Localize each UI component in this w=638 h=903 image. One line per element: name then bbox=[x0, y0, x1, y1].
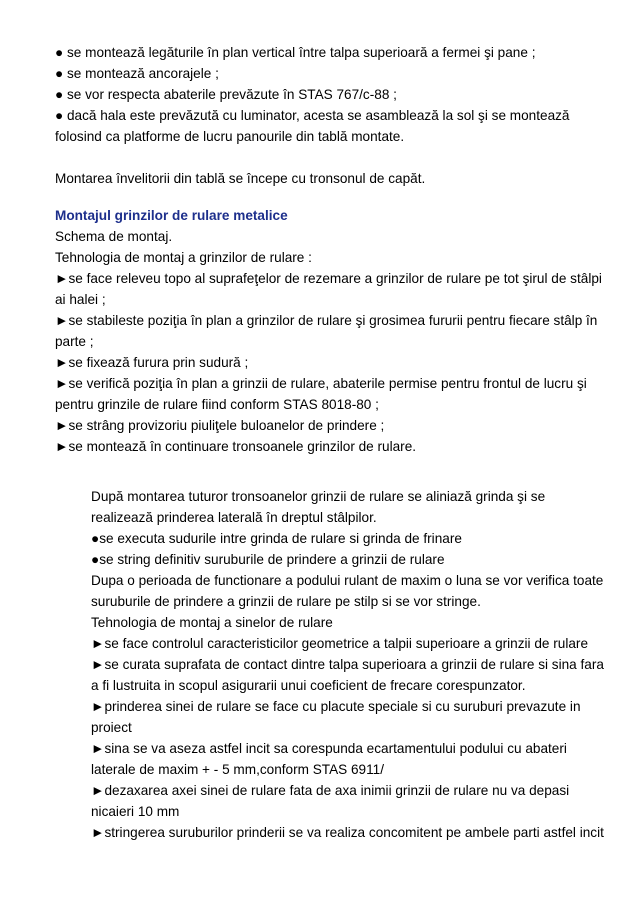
text-line: realizează prinderea laterală în dreptul stâlpilor. bbox=[91, 510, 377, 525]
text-line: ►prinderea sinei de rulare se face cu placute speciale si cu suruburi prevazute in bbox=[91, 699, 581, 714]
text-line: nicaieri 10 mm bbox=[91, 804, 180, 819]
text-line: pentru grinzile de rulare fiind conform STAS 8018-80 ; bbox=[55, 397, 379, 412]
text-line: Dupa o perioada de functionare a podului rulant de maxim o luna se vor verifica toate bbox=[91, 573, 604, 588]
text-line: a fi lustruita in scopul asigurarii unui coeficient de frecare corespunzator. bbox=[91, 678, 526, 693]
text-line: ►se strâng provizoriu piuliţele buloanelor de prindere ; bbox=[55, 418, 385, 433]
text-line: ● se montează ancorajele ; bbox=[55, 66, 219, 81]
text-line: ►se face releveu topo al suprafeţelor de rezemare a grinzilor de rulare pe tot şirul de stâlpi bbox=[55, 271, 602, 286]
text-line: Schema de montaj. bbox=[55, 229, 173, 244]
text-line: ►se fixează furura prin sudură ; bbox=[55, 355, 249, 370]
text-line: După montarea tuturor tronsoanelor grinzii de rulare se aliniază grinda şi se bbox=[91, 489, 546, 504]
text-line: ►dezaxarea axei sinei de rulare fata de axa inimii grinzii de rulare nu va depasi bbox=[91, 783, 570, 798]
text-line: parte ; bbox=[55, 334, 94, 349]
rail-mounting-section bbox=[91, 486, 604, 843]
text-line: Tehnologia de montaj a sinelor de rulare bbox=[91, 615, 333, 630]
text-line: suruburile de prindere a grinzii de rulare pe stilp si se vor stringe. bbox=[91, 594, 481, 609]
text-line: ►sina se va aseza astfel incit sa corespunda ecartamentului podului cu abateri bbox=[91, 741, 567, 756]
text-line: ● dacă hala este prevăzută cu luminator, acesta se asamblează la sol şi se montează bbox=[55, 108, 570, 123]
text-line: ●se executa sudurile intre grinda de rulare si grinda de frinare bbox=[91, 531, 462, 546]
text-line: ►se curata suprafata de contact dintre talpa superioara a grinzii de rulare si sina fara bbox=[91, 657, 604, 672]
text-line: laterale de maxim + - 5 mm,conform STAS 6911/ bbox=[91, 762, 385, 777]
text-line: ai halei ; bbox=[55, 292, 106, 307]
text-line: Montarea învelitorii din tablă se începe cu tronsonul de capăt. bbox=[55, 171, 426, 186]
text-line: proiect bbox=[91, 720, 132, 735]
text-line: ● se montează legăturile în plan vertical între talpa superioară a fermei şi pane ; bbox=[55, 45, 536, 60]
text-line: folosind ca platforme de lucru panourile din tablă montate. bbox=[55, 129, 405, 144]
text-line: ●se string definitiv suruburile de prindere a grinzii de rulare bbox=[91, 552, 445, 567]
text-line: ►se stabileste poziţia în plan a grinzilor de rulare şi grosimea fururii pentru fiecare stâlp în bbox=[55, 313, 598, 328]
text-line: ►stringerea suruburilor prinderii se va realiza concomitent pe ambele parti astfel incit bbox=[91, 825, 604, 840]
text-line: ● se vor respecta abaterile prevăzute în STAS 767/c-88 ; bbox=[55, 87, 397, 102]
crane-girder-section bbox=[55, 205, 602, 457]
text-line: ►se face controlul caracteristicilor geometrice a talpii superioare a grinzii de rulare bbox=[91, 636, 589, 651]
text-line: ►se montează în continuare tronsoanele grinzilor de rulare. bbox=[55, 439, 417, 454]
text-line: ►se verifică poziţia în plan a grinzii de rulare, abaterile permise pentru frontul de lucru şi bbox=[55, 376, 587, 391]
text-line: Tehnologia de montaj a grinzilor de rulare : bbox=[55, 250, 312, 265]
bullet-list-roof-bracing bbox=[55, 42, 595, 147]
section-heading: Montajul grinzilor de rulare metalice bbox=[55, 208, 288, 223]
roof-paragraph bbox=[55, 168, 595, 189]
